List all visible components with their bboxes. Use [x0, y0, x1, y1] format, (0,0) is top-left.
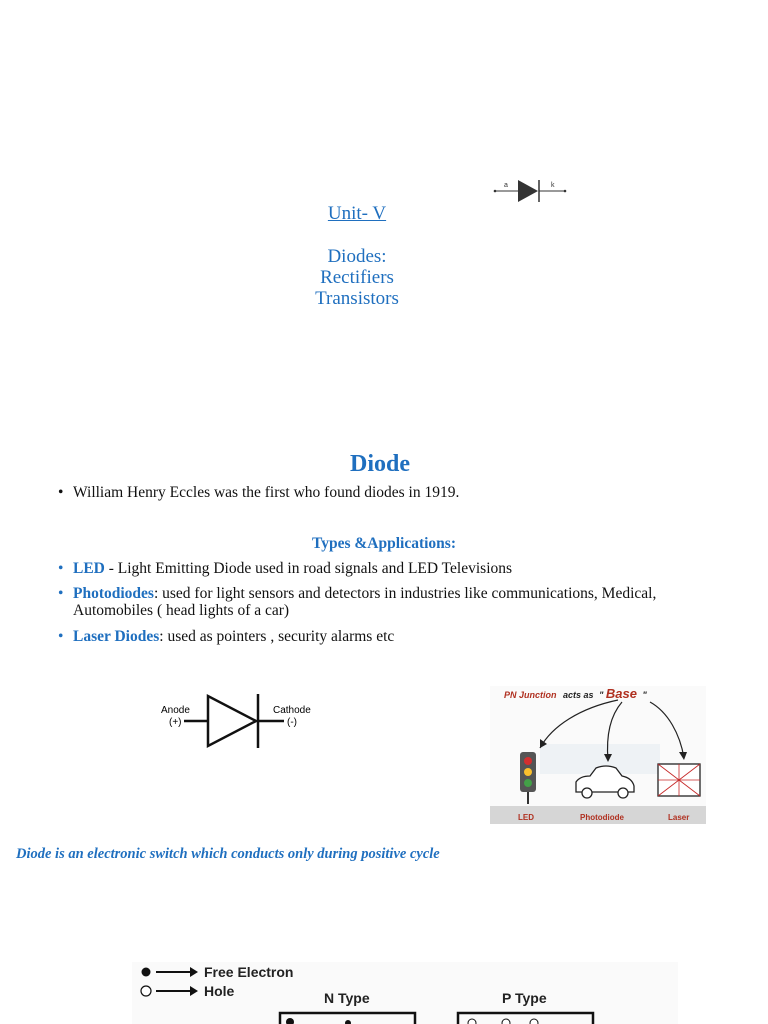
caption-pn-junction: PN Junction	[504, 690, 557, 700]
legend-free-electron: Free Electron	[204, 964, 294, 980]
type-name-photodiodes: Photodiodes	[73, 585, 154, 602]
topic-transistors: Transistors	[315, 288, 399, 309]
type-name-laser: Laser Diodes	[73, 628, 160, 645]
anode-sign: (+)	[169, 717, 182, 728]
anode-label: Anode	[161, 705, 190, 716]
small-cathode-label: k	[551, 182, 555, 189]
laser-icon	[658, 764, 700, 796]
intro-text: William Henry Eccles was the first who found diodes in 1919.	[73, 484, 460, 501]
small-diode-symbol-icon	[490, 176, 570, 206]
label-led: LED	[518, 813, 534, 822]
n-type-label: N Type	[324, 990, 370, 1006]
type-desc-laser: : used as pointers , security alarms etc	[159, 628, 395, 645]
type-desc-photodiodes: : used for light sensors and detectors in industries like communications, Medical, Automobiles ( head lights of a car)	[73, 585, 657, 619]
semiconductor-figure	[132, 962, 678, 1024]
caption-quote-open: "	[599, 690, 604, 700]
p-type-label: P Type	[502, 990, 547, 1006]
diode-heading: Diode	[350, 451, 410, 477]
applications-illustration	[490, 686, 706, 824]
diode-note: Diode is an electronic switch which conducts only during positive cycle	[16, 846, 440, 862]
type-desc-led: - Light Emitting Diode used in road signals and LED Televisions	[104, 560, 513, 577]
types-heading: Types &Applications:	[312, 535, 456, 552]
type-name-led: LED	[73, 560, 105, 577]
topic-diodes: Diodes:	[327, 246, 387, 267]
topic-rectifiers: Rectifiers	[320, 267, 394, 288]
caption-acts-as: acts as	[563, 690, 594, 700]
caption-quote-close: "	[642, 690, 647, 700]
unit-title: Unit- V	[327, 203, 387, 224]
legend-hole: Hole	[204, 983, 235, 999]
label-laser: Laser	[668, 813, 690, 822]
bullet-dot: •	[58, 484, 64, 501]
cathode-label: Cathode	[273, 705, 311, 716]
cathode-sign: (-)	[287, 717, 297, 728]
small-anode-label: a	[504, 182, 508, 189]
label-photodiode: Photodiode	[580, 813, 624, 822]
diode-symbol-icon	[156, 688, 316, 754]
caption-base: Base	[605, 686, 637, 701]
